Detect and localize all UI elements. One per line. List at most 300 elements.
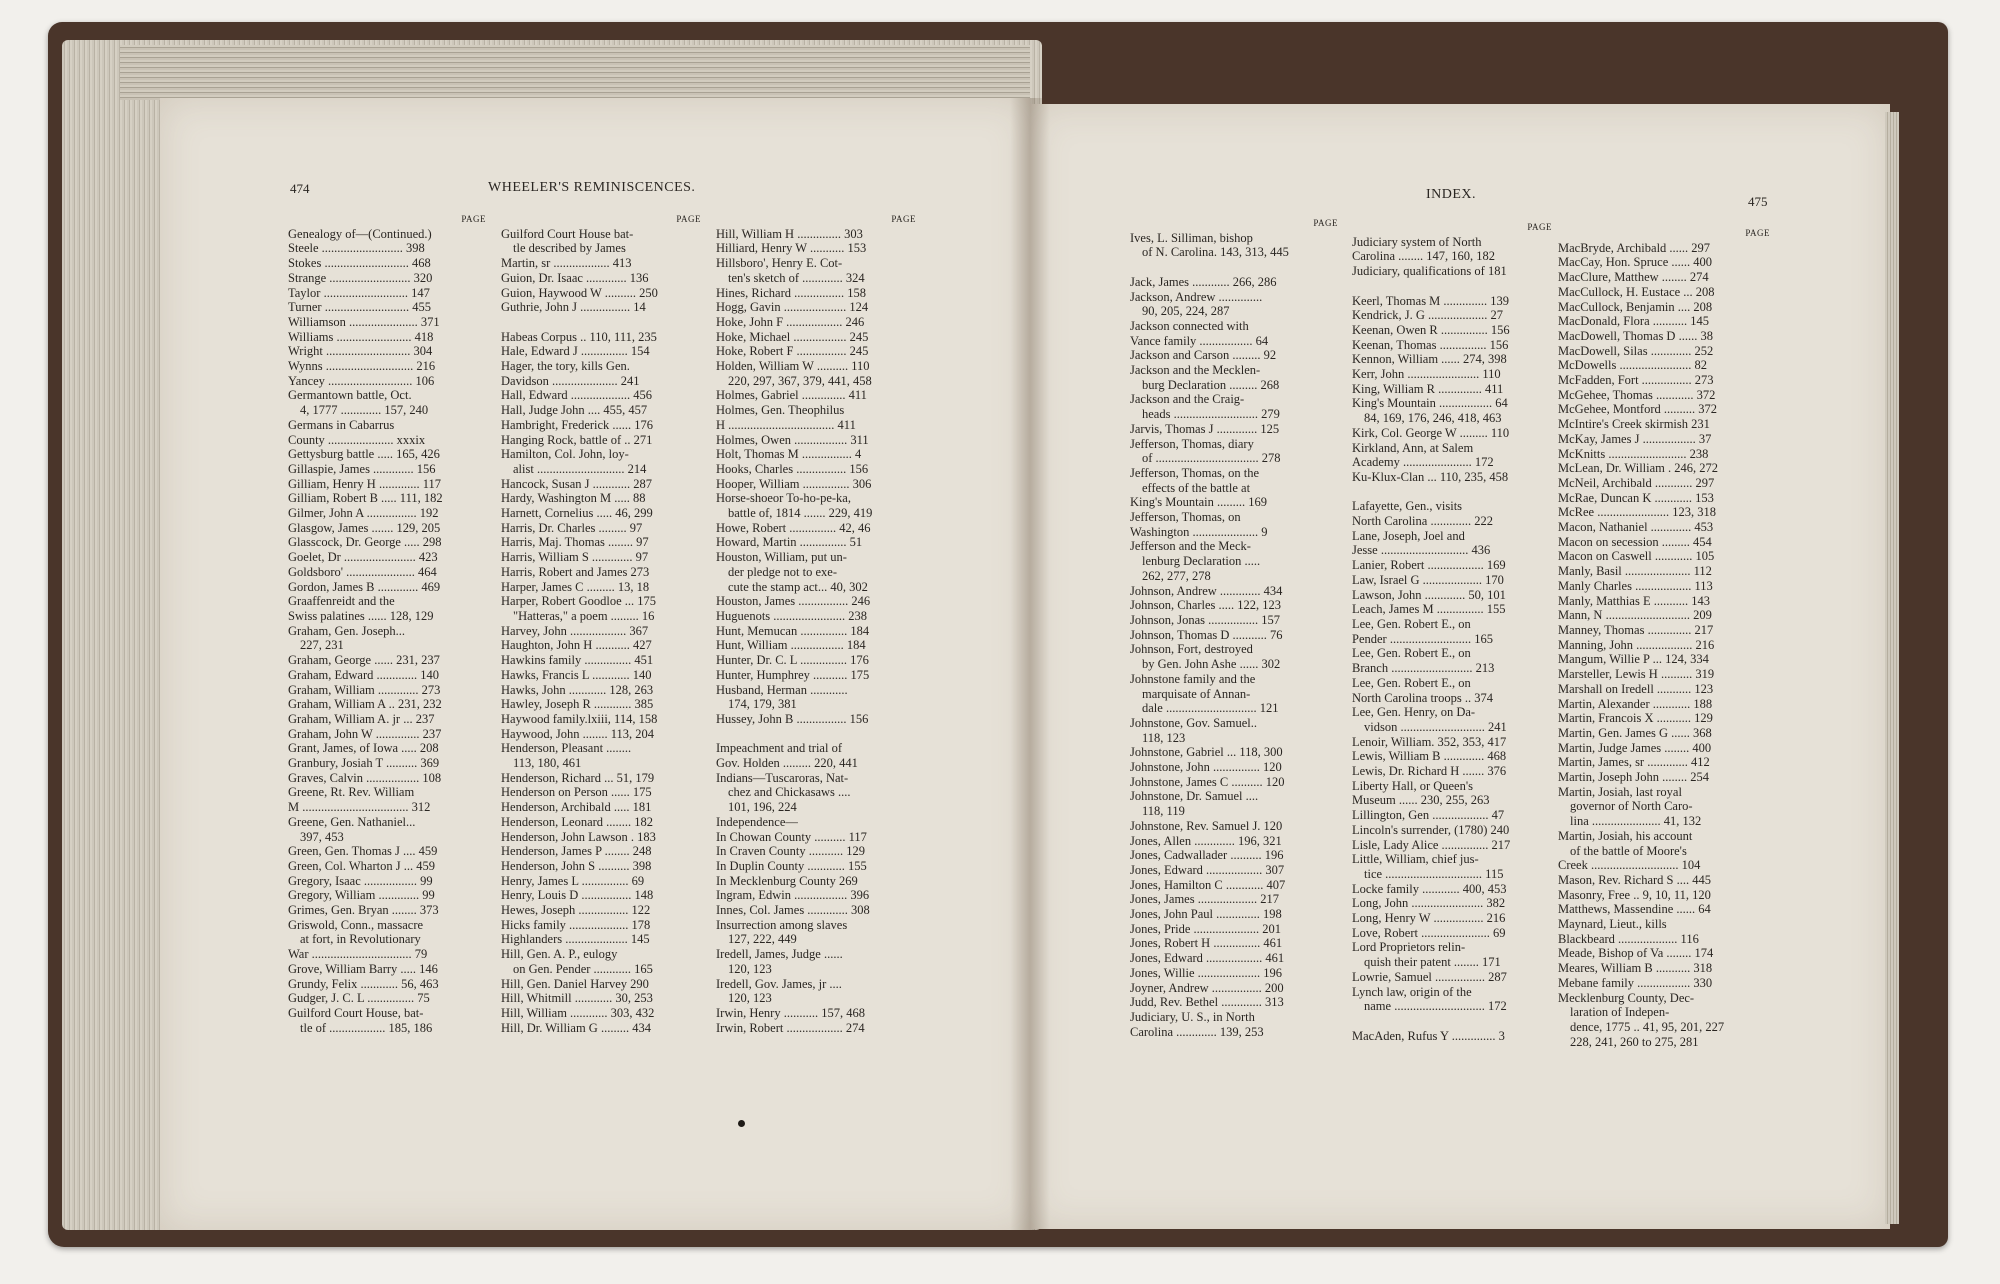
index-entry: 174, 179, 381 [728, 697, 797, 712]
index-entry: Hill, Dr. William G ......... 434 [501, 1020, 651, 1035]
index-entry: Hooper, William ............... 306 [716, 476, 872, 491]
index-entry: Hill, William H .............. 303 [716, 226, 863, 241]
index-entry: Long, Henry W ................ 216 [1352, 911, 1506, 926]
index-entry: Howard, Martin ............... 51 [716, 535, 863, 550]
index-entry: McIntire's Creek skirmish 231 [1558, 417, 1710, 432]
index-entry: Branch .......................... 213 [1352, 661, 1495, 676]
index-entry: chez and Chickasaws .... [728, 785, 851, 800]
index-entry: Vance family ................. 64 [1130, 333, 1269, 348]
index-entry: Matthews, Massendine ...... 64 [1558, 902, 1711, 917]
index-entry: Jackson and the Mecklen- [1130, 363, 1261, 378]
index-entry: Graham, William A .. 231, 232 [288, 697, 442, 712]
index-entry: Turner ........................... 455 [288, 300, 431, 315]
index-entry: Jefferson, Thomas, diary [1130, 436, 1254, 451]
index-entry: Graham, George ...... 231, 237 [288, 653, 440, 668]
index-entry: Jesse ............................ 436 [1352, 543, 1491, 558]
index-entry: Greene, Gen. Nathaniel... [288, 814, 416, 829]
index-entry: 220, 297, 367, 379, 441, 458 [728, 373, 872, 388]
index-entry: Hambright, Frederick ...... 176 [501, 417, 654, 432]
index-entry: In Chowan County .......... 117 [716, 829, 867, 844]
index-entry: Jones, Allen ............. 196, 321 [1130, 833, 1282, 848]
index-entry: tice ............................... 115 [1364, 866, 1504, 881]
index-entry: MacDowell, Thomas D ...... 38 [1558, 328, 1713, 343]
index-entry: Hill, William ............ 303, 432 [501, 1005, 655, 1020]
index-entry: North Carolina troops .. 374 [1352, 690, 1493, 705]
index-entry: Insurrection among slaves [716, 917, 848, 932]
index-entry: Liberty Hall, or Queen's [1352, 778, 1473, 793]
index-entry: Carolina ............. 139, 253 [1130, 1024, 1264, 1039]
index-entry [501, 315, 701, 330]
index-entry: MacClure, Matthew ........ 274 [1558, 270, 1709, 285]
index-entry: King's Mountain ................. 64 [1352, 396, 1508, 411]
column-page-heading: PAGE [1745, 228, 1770, 238]
index-entry: Hunt, Memucan ............... 184 [716, 623, 870, 638]
page-edges-right [1885, 112, 1899, 1224]
index-entry: 4, 1777 ............. 157, 240 [300, 403, 429, 418]
right-page-number: 475 [1748, 194, 1768, 209]
index-entry: Jones, Hamilton C ............ 407 [1130, 877, 1286, 892]
index-entry: Maynard, Lieut., kills [1558, 917, 1667, 932]
index-entry: Johnson, Charles ..... 122, 123 [1130, 598, 1282, 613]
index-entry: Macon on secession ......... 454 [1558, 534, 1712, 549]
index-entry: Henderson, Pleasant ........ [501, 741, 632, 756]
index-entry: McGehee, Montford .......... 372 [1558, 402, 1717, 417]
index-entry: Johnson, Thomas D ........... 76 [1130, 627, 1283, 642]
index-entry: Henderson, Richard ... 51, 179 [501, 770, 655, 785]
column-page-heading: PAGE [1313, 218, 1338, 228]
index-entry: Grant, James, of Iowa ..... 208 [288, 741, 439, 756]
index-entry: MacBryde, Archibald ...... 297 [1558, 240, 1711, 255]
index-entry: Williams ........................ 418 [288, 329, 434, 344]
index-entry: Harris, Robert and James 273 [501, 564, 650, 579]
index-entry: Hardy, Washington M ..... 88 [501, 491, 646, 506]
index-entry: Hogg, Gavin .................... 124 [716, 300, 869, 315]
index-entry: Macon on Caswell ............ 105 [1558, 549, 1715, 564]
index-entry: MacDowell, Silas ............. 252 [1558, 343, 1714, 358]
index-entry [716, 727, 916, 742]
page-edges-top [120, 45, 1030, 100]
index-entry: In Craven County ........... 129 [716, 844, 865, 859]
index-entry: Harper, Robert Goodloe ... 175 [501, 594, 657, 609]
index-entry: Gilmer, John A ................ 192 [288, 506, 439, 521]
index-entry: Hawley, Joseph R ............ 385 [501, 697, 654, 712]
index-entry: Lewis, William B ............. 468 [1352, 749, 1507, 764]
index-entry: 90, 205, 224, 287 [1142, 304, 1230, 319]
index-entry: Keenan, Owen R ............... 156 [1352, 322, 1510, 337]
index-entry: MacCay, Hon. Spruce ...... 400 [1558, 255, 1713, 270]
index-entry: MacCullock, H. Eustace ... 208 [1558, 284, 1715, 299]
index-entry: Henderson, John Lawson . 183 [501, 829, 656, 844]
index-entry: Indians—Tuscaroras, Nat- [716, 770, 849, 785]
index-entry: Martin, Judge James ........ 400 [1558, 740, 1712, 755]
index-entry: Keerl, Thomas M .............. 139 [1352, 293, 1510, 308]
index-entry: Henderson, Leonard ........ 182 [501, 814, 654, 829]
index-entry: Jefferson and the Meck- [1130, 539, 1251, 554]
index-entry: McGehee, Thomas ............ 372 [1558, 387, 1716, 402]
left-index-column-2 [501, 212, 701, 1035]
index-entry: Kirkland, Ann, at Salem [1352, 440, 1474, 455]
index-entry: Holmes, Gen. Theophilus [716, 403, 845, 418]
index-entry: Johnstone, Rev. Samuel J. 120 [1130, 818, 1283, 833]
index-entry: Martin, Josiah, his account [1558, 828, 1693, 843]
index-entry: Henderson, Archibald ..... 181 [501, 800, 652, 815]
index-entry: McFadden, Fort ................ 273 [1558, 373, 1714, 388]
index-entry: Independence— [716, 814, 798, 829]
index-entry: Hoke, Michael ................. 245 [716, 329, 869, 344]
index-entry: McLean, Dr. William . 246, 272 [1558, 461, 1719, 476]
index-entry: Harris, William S ............. 97 [501, 550, 649, 565]
index-entry: Mangum, Willie P ... 124, 334 [1558, 652, 1709, 667]
index-entry: MacDonald, Flora ........... 145 [1558, 314, 1710, 329]
index-entry: Genealogy of—(Continued.) [288, 226, 432, 241]
column-page-heading: PAGE [891, 214, 916, 224]
index-entry: Mecklenburg County, Dec- [1558, 990, 1695, 1005]
index-entry: Law, Israel G ................... 170 [1352, 572, 1504, 587]
index-entry: Glasgow, James ....... 129, 205 [288, 520, 441, 535]
left-index-column-3 [716, 212, 916, 1035]
index-entry: Hines, Richard ................ 158 [716, 285, 866, 300]
index-entry: Museum ...... 230, 255, 263 [1352, 793, 1490, 808]
index-entry: quish their patent ........ 171 [1364, 955, 1501, 970]
index-entry: Johnstone, Gov. Samuel.. [1130, 715, 1257, 730]
index-entry: Blackbeard ................... 116 [1558, 931, 1699, 946]
index-entry: Hoke, Robert F ................ 245 [716, 344, 869, 359]
index-entry: Green, Gen. Thomas J .... 459 [288, 844, 438, 859]
index-entry: Hale, Edward J ............... 154 [501, 344, 650, 359]
index-entry: Swiss palatines ...... 128, 129 [288, 608, 434, 623]
index-entry: Judd, Rev. Bethel ............. 313 [1130, 995, 1284, 1010]
index-entry: Lawson, John ............. 50, 101 [1352, 587, 1506, 602]
index-entry: Lillington, Gen .................. 47 [1352, 808, 1505, 823]
index-entry: Hoke, John F .................. 246 [716, 314, 865, 329]
index-entry: Greene, Rt. Rev. William [288, 785, 415, 800]
index-entry: 127, 222, 449 [728, 932, 797, 947]
index-entry [1130, 260, 1338, 275]
index-entry: Gilliam, Robert B ..... 111, 182 [288, 491, 443, 506]
index-entry: Locke family ............ 400, 453 [1352, 881, 1507, 896]
index-entry: Meade, Bishop of Va ........ 174 [1558, 946, 1714, 961]
index-entry: Graves, Calvin ................. 108 [288, 770, 442, 785]
index-entry: Kirk, Col. George W ......... 110 [1352, 425, 1510, 440]
index-entry: Love, Robert ...................... 69 [1352, 925, 1506, 940]
column-page-heading: PAGE [676, 214, 701, 224]
index-entry: 118, 119 [1142, 804, 1185, 819]
index-entry: Guthrie, John J ................ 14 [501, 300, 646, 315]
index-entry: Lenoir, William. 352, 353, 417 [1352, 734, 1507, 749]
index-entry: by Gen. John Ashe ...... 302 [1142, 657, 1281, 672]
index-entry: Jones, Pride ..................... 201 [1130, 921, 1282, 936]
index-entry: Mebane family ................. 330 [1558, 975, 1713, 990]
index-entry: Henry, Louis D ................ 148 [501, 888, 654, 903]
index-entry [1352, 485, 1552, 500]
index-entry: Long, John ....................... 382 [1352, 896, 1506, 911]
index-entry [1352, 279, 1552, 294]
index-entry: Washington ..................... 9 [1130, 524, 1268, 539]
index-entry: Hall, Edward ................... 456 [501, 388, 653, 403]
index-entry [1352, 1014, 1552, 1029]
index-entry: Hunter, Humphrey ........... 175 [716, 667, 870, 682]
index-entry: Ives, L. Silliman, bishop [1130, 230, 1253, 245]
index-entry: 228, 241, 260 to 275, 281 [1570, 1034, 1699, 1049]
index-entry: of N. Carolina. 143, 313, 445 [1142, 245, 1289, 260]
index-entry: of the battle of Moore's [1570, 843, 1687, 858]
index-entry: Martin, Josiah, last royal [1558, 784, 1682, 799]
index-entry: Wynns ............................ 216 [288, 359, 436, 374]
index-entry: ten's sketch of ............. 324 [728, 270, 865, 285]
index-entry: Ingram, Edwin ................. 396 [716, 888, 870, 903]
index-entry: Keenan, Thomas ............... 156 [1352, 337, 1509, 352]
index-entry: Lynch law, origin of the [1352, 984, 1472, 999]
index-entry: 84, 169, 176, 246, 418, 463 [1364, 411, 1502, 426]
index-entry: Jones, John Paul .............. 198 [1130, 907, 1282, 922]
index-entry: Gov. Holden ......... 220, 441 [716, 756, 858, 771]
index-entry: 397, 453 [300, 829, 344, 844]
index-entry: governor of North Caro- [1570, 799, 1693, 814]
index-entry: Gregory, Isaac ................. 99 [288, 873, 433, 888]
index-entry: Howe, Robert ............... 42, 46 [716, 520, 871, 535]
index-entry: Iredell, Gov. James, jr .... [716, 976, 842, 991]
index-entry: at fort, in Revolutionary [300, 932, 421, 947]
index-entry: Carolina ........ 147, 160, 182 [1352, 249, 1496, 264]
index-entry: Huguenots ....................... 238 [716, 608, 868, 623]
index-entry: dence, 1775 .. 41, 95, 201, 227 [1570, 1019, 1725, 1034]
index-entry: Harvey, John .................. 367 [501, 623, 649, 638]
index-entry: Graham, John W .............. 237 [288, 726, 442, 741]
index-entry: Martin, Joseph John ........ 254 [1558, 770, 1710, 785]
index-entry: laration of Indepen- [1570, 1005, 1670, 1020]
index-entry: lenburg Declaration ..... [1142, 554, 1261, 569]
index-entry: Jones, Edward .................. 461 [1130, 951, 1285, 966]
index-entry: Steele .......................... 398 [288, 241, 425, 256]
index-entry: 101, 196, 224 [728, 800, 797, 815]
index-entry: Henderson, John S .......... 398 [501, 858, 652, 873]
index-entry: Hilliard, Henry W ........... 153 [716, 241, 867, 256]
index-entry: Pender .......................... 165 [1352, 631, 1493, 646]
index-entry: Strange .......................... 320 [288, 270, 433, 285]
index-entry: Harris, Maj. Thomas ........ 97 [501, 535, 649, 550]
index-entry: Mann, N ........................... 209 [1558, 608, 1712, 623]
index-entry: Marsteller, Lewis H .......... 319 [1558, 667, 1715, 682]
index-entry: Jones, Robert H ............... 461 [1130, 936, 1283, 951]
index-entry: Marshall on Iredell ........... 123 [1558, 681, 1714, 696]
index-entry: Martin, Francois X ........... 129 [1558, 711, 1713, 726]
index-entry: Innes, Col. James ............. 308 [716, 903, 870, 918]
index-entry: tle described by James [513, 241, 626, 256]
index-entry: Hicks family ................... 178 [501, 917, 651, 932]
index-entry: battle of, 1814 ....... 229, 419 [728, 506, 873, 521]
index-entry: In Duplin County ............ 155 [716, 858, 867, 873]
index-entry: vidson ........................... 241 [1364, 719, 1507, 734]
index-entry: Manning, John .................. 216 [1558, 637, 1715, 652]
index-entry: Holmes, Gabriel .............. 411 [716, 388, 867, 403]
index-entry: Gillaspie, James ............. 156 [288, 461, 436, 476]
index-entry: Lincoln's surrender, (1780) 240 [1352, 822, 1510, 837]
index-entry: Graham, William ............. 273 [288, 682, 441, 697]
index-entry: Jackson and the Craig- [1130, 392, 1245, 407]
index-entry: Lewis, Dr. Richard H ....... 376 [1352, 764, 1507, 779]
index-entry: lina ...................... 41, 132 [1570, 814, 1702, 829]
index-entry: North Carolina ............. 222 [1352, 514, 1493, 529]
index-entry: Jones, James ................... 217 [1130, 892, 1279, 907]
index-entry: Kendrick, J. G ................... 27 [1352, 308, 1504, 323]
index-entry: H .................................. 411 [716, 417, 856, 432]
index-entry: on Gen. Pender ............ 165 [513, 961, 653, 976]
index-entry: Germantown battle, Oct. [288, 388, 412, 403]
gutter-shadow [1010, 98, 1050, 1230]
index-entry: McNeil, Archibald ............ 297 [1558, 475, 1715, 490]
index-entry: Johnson, Andrew ............. 434 [1130, 583, 1283, 598]
index-entry: Grimes, Gen. Bryan ........ 373 [288, 903, 439, 918]
index-entry: Davidson ..................... 241 [501, 373, 640, 388]
index-entry: Hager, the tory, kills Gen. [501, 359, 630, 374]
index-entry: Hunt, William ................. 184 [716, 638, 866, 653]
index-entry: Green, Col. Wharton J ... 459 [288, 858, 435, 873]
right-index-column-2 [1352, 220, 1552, 1043]
index-entry: Henry, James L ............... 69 [501, 873, 645, 888]
index-entry: Impeachment and trial of [716, 741, 842, 756]
index-entry: effects of the battle at [1142, 480, 1251, 495]
index-entry: 118, 123 [1142, 730, 1186, 745]
index-entry: Holt, Thomas M ................ 4 [716, 447, 862, 462]
index-entry: Habeas Corpus .. 110, 111, 235 [501, 329, 657, 344]
index-entry: Graham, Gen. Joseph... [288, 623, 405, 638]
index-entry: Guion, Dr. Isaac ............. 136 [501, 270, 649, 285]
index-entry: Jones, Willie .................... 196 [1130, 965, 1283, 980]
index-entry: Germans in Cabarrus [288, 417, 395, 432]
index-entry: Griswold, Conn., massacre [288, 917, 424, 932]
index-entry: burg Declaration ......... 268 [1142, 377, 1280, 392]
index-entry: Hawkins family ............... 451 [501, 653, 654, 668]
index-entry: Macon, Nathaniel ............. 453 [1558, 520, 1714, 535]
index-entry: Jefferson, Thomas, on [1130, 510, 1241, 525]
index-entry: Lanier, Robert .................. 169 [1352, 558, 1506, 573]
index-entry: tle of .................. 185, 186 [300, 1020, 433, 1035]
index-entry: Judiciary system of North [1352, 234, 1482, 249]
ink-spot [738, 1120, 745, 1127]
index-entry: Johnson, Fort, destroyed [1130, 642, 1253, 657]
index-entry: Yancey ........................... 106 [288, 373, 435, 388]
index-entry: Harper, James C ......... 13, 18 [501, 579, 650, 594]
index-entry: Judiciary, U. S., in North [1130, 1009, 1255, 1024]
index-entry: Gettysburg battle ..... 165, 426 [288, 447, 440, 462]
right-index-column-3 [1558, 226, 1770, 1049]
index-entry: Masonry, Free .. 9, 10, 11, 120 [1558, 887, 1711, 902]
index-entry: Manly Charles .................. 113 [1558, 578, 1713, 593]
index-entry: Graaffenreidt and the [288, 594, 395, 609]
index-entry: Creek ............................ 104 [1558, 858, 1701, 873]
index-entry: Guilford Court House bat- [501, 226, 634, 241]
index-entry: McDowells ....................... 82 [1558, 358, 1707, 373]
index-entry: Lowrie, Samuel ................ 287 [1352, 969, 1507, 984]
index-entry: McKnitts ......................... 238 [1558, 446, 1709, 461]
index-entry: Harnett, Cornelius ..... 46, 299 [501, 506, 653, 521]
index-entry: Judiciary, qualifications of 181 [1352, 264, 1507, 279]
index-entry: Holmes, Owen ................. 311 [716, 432, 869, 447]
index-entry: Haywood, John ........ 113, 204 [501, 726, 655, 741]
index-entry: Granbury, Josiah T .......... 369 [288, 756, 440, 771]
index-entry: Guion, Haywood W .......... 250 [501, 285, 658, 300]
index-entry: Lee, Gen. Robert E., on [1352, 646, 1471, 661]
index-entry: Manly, Basil ..................... 112 [1558, 564, 1712, 579]
index-entry: Harris, Dr. Charles ......... 97 [501, 520, 643, 535]
index-entry: Graham, Edward ............. 140 [288, 667, 440, 682]
index-entry: 262, 277, 278 [1142, 568, 1211, 583]
right-running-head: INDEX. [1426, 187, 1477, 202]
index-entry: Hussey, John B ................ 156 [716, 711, 869, 726]
index-entry: Kennon, William ...... 274, 398 [1352, 352, 1507, 367]
index-entry: Hill, Gen. A. P., eulogy [501, 947, 618, 962]
index-entry: Kerr, John ....................... 110 [1352, 367, 1501, 382]
right-index-column-1 [1130, 216, 1338, 1039]
index-entry: Little, William, chief jus- [1352, 852, 1479, 867]
index-entry: Jack, James ............ 266, 286 [1130, 274, 1277, 289]
column-page-heading: PAGE [461, 214, 486, 224]
column-page-heading: PAGE [1527, 222, 1552, 232]
index-entry: Lee, Gen. Robert E., on [1352, 616, 1471, 631]
index-entry: Hewes, Joseph ................ 122 [501, 903, 651, 918]
index-entry: marquisate of Annan- [1142, 686, 1251, 701]
index-entry: cute the stamp act... 40, 302 [728, 579, 868, 594]
index-entry: Haughton, John H ........... 427 [501, 638, 652, 653]
index-entry: Jackson connected with [1130, 318, 1249, 333]
index-entry: Gilliam, Henry H ............. 117 [288, 476, 441, 491]
left-running-head: WHEELER'S REMINISCENCES. [488, 180, 696, 195]
index-entry: Horse-shoeor To-ho-pe-ka, [716, 491, 851, 506]
index-entry: Goldsboro' ...................... 464 [288, 564, 437, 579]
index-entry: of ................................. 278 [1142, 451, 1281, 466]
index-entry: McRee ....................... 123, 318 [1558, 505, 1716, 520]
index-entry: M .................................. 312 [288, 800, 431, 815]
index-entry: Jones, Edward .................. 307 [1130, 862, 1285, 877]
index-entry: dale ............................. 121 [1142, 701, 1279, 716]
index-entry: Mason, Rev. Richard S .... 445 [1558, 872, 1711, 887]
index-entry: Leach, James M ............... 155 [1352, 602, 1506, 617]
index-entry: 120, 123 [728, 961, 772, 976]
index-entry: Lee, Gen. Robert E., on [1352, 675, 1471, 690]
index-entry: Academy ...................... 172 [1352, 455, 1494, 470]
index-entry: Hall, Judge John .... 455, 457 [501, 403, 648, 418]
index-entry: Hanging Rock, battle of .. 271 [501, 432, 653, 447]
index-entry: Johnstone, James C .......... 120 [1130, 774, 1285, 789]
index-entry: 227, 231 [300, 638, 344, 653]
index-entry: Lane, Joseph, Joel and [1352, 528, 1465, 543]
index-entry: MacAden, Rufus Y .............. 3 [1352, 1028, 1505, 1043]
index-entry: heads ........................... 279 [1142, 407, 1280, 422]
index-entry: Goelet, Dr ....................... 423 [288, 550, 438, 565]
index-entry: Henderson, James P ........ 248 [501, 844, 652, 859]
index-entry: Ku-Klux-Clan ... 110, 235, 458 [1352, 469, 1509, 484]
index-entry: Iredell, James, Judge ...... [716, 947, 843, 962]
index-entry: Meares, William B ........... 318 [1558, 961, 1713, 976]
index-entry: Stokes ........................... 468 [288, 256, 431, 271]
left-page-number: 474 [290, 181, 310, 196]
index-entry: Guilford Court House, bat- [288, 1005, 424, 1020]
index-entry: Johnson, Jonas ................ 157 [1130, 612, 1281, 627]
index-entry: Hamilton, Col. John, loy- [501, 447, 629, 462]
index-entry: Jarvis, Thomas J ............. 125 [1130, 421, 1280, 436]
index-entry: Houston, James ................ 246 [716, 594, 871, 609]
index-entry: Hunter, Dr. C. L ............... 176 [716, 653, 869, 668]
index-entry: Jackson and Carson ......... 92 [1130, 348, 1277, 363]
index-entry: Manney, Thomas .............. 217 [1558, 622, 1714, 637]
index-entry: Gudger, J. C. L ............... 75 [288, 991, 430, 1006]
index-entry: Jones, Cadwallader .......... 196 [1130, 848, 1284, 863]
index-entry: Lee, Gen. Henry, on Da- [1352, 705, 1476, 720]
index-entry: McRae, Duncan K ............ 153 [1558, 490, 1714, 505]
index-entry: MacCullock, Benjamin .... 208 [1558, 299, 1713, 314]
index-entry: Martin, Alexander ............ 188 [1558, 696, 1713, 711]
index-entry: Manly, Matthias E ........... 143 [1558, 593, 1710, 608]
